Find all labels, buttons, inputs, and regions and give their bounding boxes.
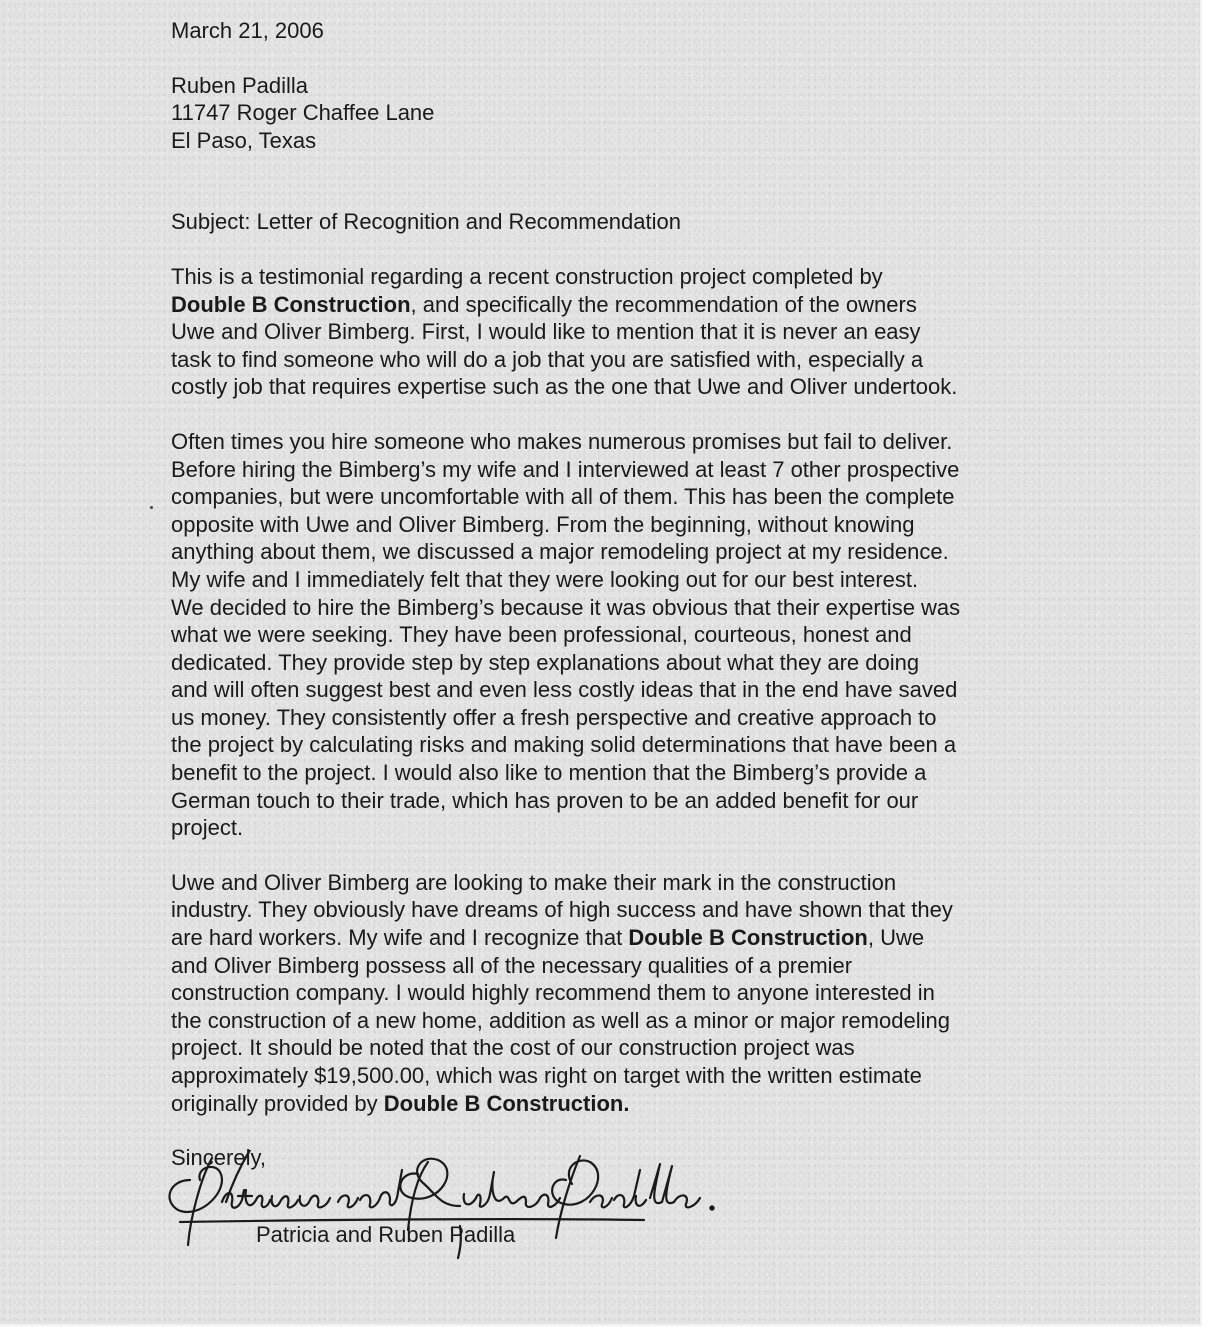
company-name-bold: Double B Construction. (383, 1090, 630, 1116)
paragraph-2-line: companies, but were uncomfortable with all of them. This has been the complete (171, 484, 955, 510)
paragraph-2-line: Often times you hire someone who makes numerous promises but fail to deliver. (171, 428, 953, 454)
paragraph-2-line: opposite with Uwe and Oliver Bimberg. From the beginning, without knowing (171, 511, 915, 537)
paragraph-3-line: industry. They obviously have dreams of high success and have shown that they (171, 897, 953, 923)
closing-salutation: Sincerely, (171, 1145, 266, 1171)
paragraph-1-line: Uwe and Oliver Bimberg. First, I would like to mention that it is never an easy (171, 319, 921, 345)
paragraph-2-line: and will often suggest best and even less costly ideas that in the end have saved (171, 677, 958, 703)
paragraph-1-line: This is a testimonial regarding a recent construction project completed by (171, 263, 883, 289)
paragraph-2-line: what we were seeking. They have been professional, courteous, honest and (171, 622, 912, 648)
paragraph-3-line (171, 1090, 1051, 1118)
paragraph-3-text: , Uwe (867, 925, 925, 951)
handwritten-signature (160, 1150, 720, 1270)
paragraph-1-line (171, 291, 1051, 319)
company-name-bold: Double B Construction (171, 291, 411, 317)
paragraph-2-line: Before hiring the Bimberg’s my wife and I interviewed at least 7 other prospective (171, 456, 960, 482)
paragraph-1-line: costly job that requires expertise such as the one that Uwe and Oliver undertook. (171, 374, 958, 400)
subject-line: Subject: Letter of Recognition and Recommendation (171, 209, 681, 235)
paragraph-3-line: project. It should be noted that the cost of our construction project was (171, 1035, 855, 1061)
signature-block (160, 1150, 720, 1270)
paragraph-1 (171, 263, 1051, 401)
paragraph-3 (171, 869, 1051, 1117)
recipient-address (171, 72, 1051, 155)
paragraph-2-line: anything about them, we discussed a major remodeling project at my residence. (171, 539, 949, 565)
paragraph-3-line: construction company. I would highly recommend them to anyone interested in (171, 980, 935, 1006)
paragraph-3-line: Uwe and Oliver Bimberg are looking to make their mark in the construction (171, 869, 897, 895)
paragraph-3-line: and Oliver Bimberg possess all of the necessary qualities of a premier (171, 952, 853, 978)
recipient-city: El Paso, Texas (171, 127, 317, 153)
recipient-street: 11747 Roger Chaffee Lane (171, 100, 435, 126)
letter-date: March 21, 2006 (171, 18, 324, 43)
paragraph-2-line: the project by calculating risks and making solid determinations that have been a (171, 732, 957, 758)
paragraph-2-line: benefit to the project. I would also like to mention that the Bimberg’s provide a (171, 760, 927, 786)
paragraph-1-text: , and specifically the recommendation of the owners (410, 291, 917, 317)
paragraph-2-line: dedicated. They provide step by step explanations about what they are doing (171, 649, 920, 675)
signer-name: Patricia and Ruben Padilla (256, 1222, 516, 1247)
recipient-name: Ruben Padilla (171, 72, 308, 98)
paragraph-2-line: German touch to their trade, which has proven to be an added benefit for our (171, 787, 919, 813)
paragraph-3-text: originally provided by (171, 1090, 384, 1116)
paragraph-2 (171, 428, 1051, 842)
paragraph-2-line: We decided to hire the Bimberg’s because it was obvious that their expertise was (171, 594, 961, 620)
letter-body (171, 17, 1051, 1172)
paragraph-1-line: task to find someone who will do a job that you are satisfied with, especially a (171, 346, 924, 372)
paragraph-2-line: My wife and I immediately felt that they were looking out for our best interest. (171, 566, 919, 592)
paragraph-3-text: are hard workers. My wife and I recognize that (171, 925, 629, 951)
paragraph-3-line: the construction of a new home, addition as well as a minor or major remodeling (171, 1007, 950, 1033)
paragraph-3-line (171, 924, 1051, 952)
stray-mark (150, 506, 153, 509)
paragraph-2-line: project. (171, 815, 244, 841)
paragraph-3-line: approximately $19,500.00, which was right on target with the written estimate (171, 1063, 922, 1088)
company-name-bold: Double B Construction (628, 925, 868, 951)
paragraph-2-line: us money. They consistently offer a fresh perspective and creative approach to (171, 704, 937, 730)
